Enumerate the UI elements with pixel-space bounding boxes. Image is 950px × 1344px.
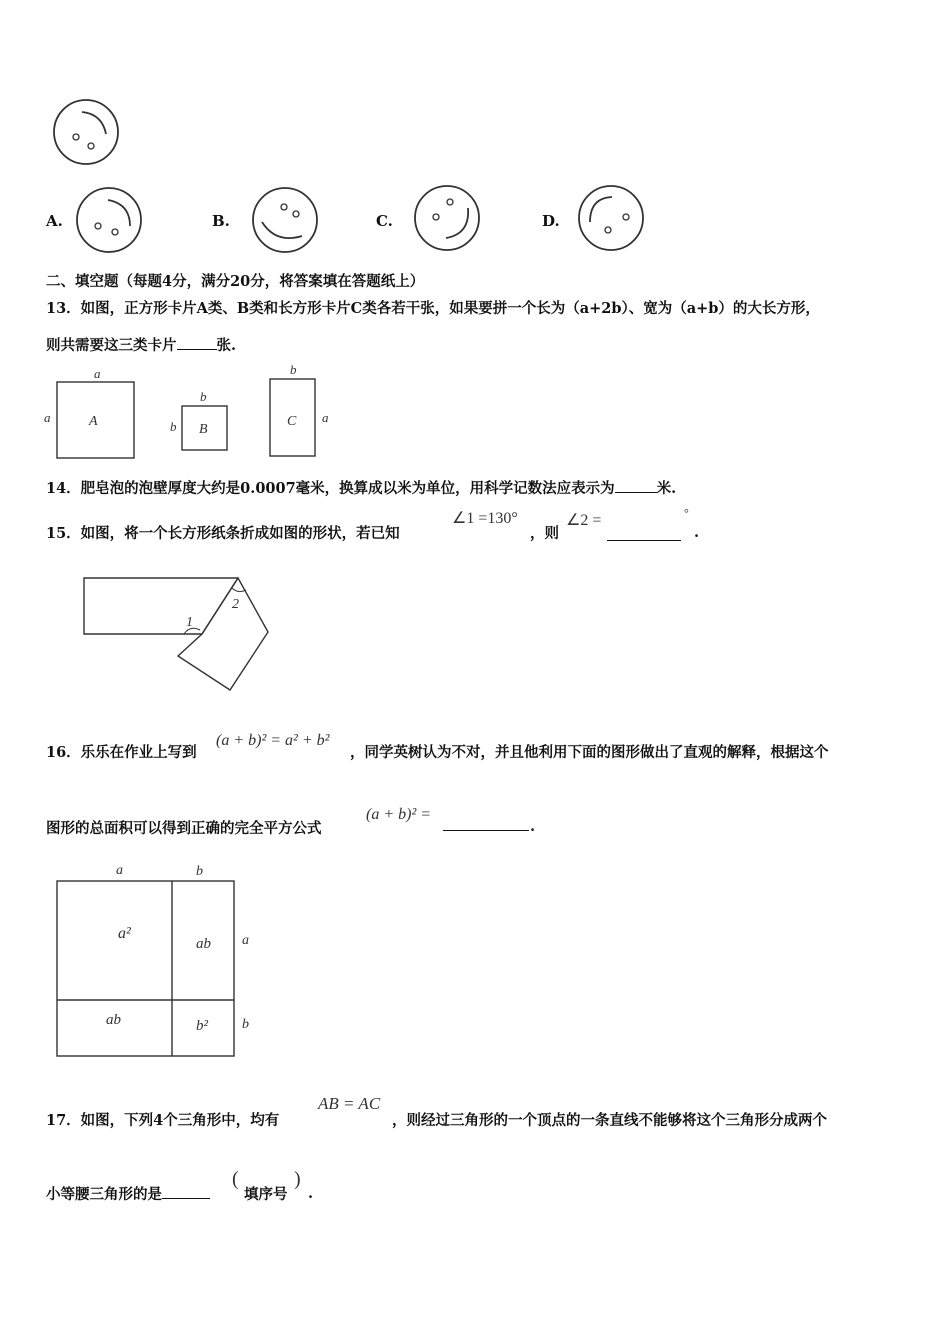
option-a-label: A.: [46, 212, 63, 230]
q13-line2-after: 张.: [216, 337, 237, 354]
q16-side-a-label: a: [242, 933, 249, 948]
q16-area-ab-right: ab: [196, 936, 211, 952]
q16-top-b-label: b: [196, 864, 203, 879]
q16-side-b-label: b: [242, 1017, 249, 1032]
face-option-b[interactable]: [250, 186, 320, 256]
card-c-top-label: b: [290, 364, 297, 377]
option-c-label: C.: [376, 212, 393, 230]
q15-degree: °: [684, 506, 689, 520]
face-option-c[interactable]: [412, 184, 482, 254]
option-d-label: D.: [542, 212, 560, 230]
q14-answer-blank[interactable]: [615, 492, 657, 493]
card-b-top-label: b: [200, 389, 207, 404]
q14-after: 米.: [656, 480, 677, 497]
q15-angle2: ∠2 =: [566, 512, 602, 529]
q16-square-figure: [40, 858, 270, 1062]
card-a-top-label: a: [94, 366, 101, 381]
q15-answer-blank[interactable]: [607, 526, 681, 541]
q16-area-ab-bottom: ab: [106, 1012, 121, 1028]
card-c-side-label: a: [322, 410, 329, 425]
q16-answer-blank[interactable]: [443, 814, 529, 831]
q15-folded-strip-figure: [80, 570, 280, 696]
q16-expr2: (a + b)² =: [366, 806, 432, 823]
q17-line2-after: .: [308, 1185, 314, 1202]
card-b-side-label: b: [170, 419, 177, 434]
q17-line2: [46, 1183, 210, 1204]
q17-answer-blank[interactable]: [162, 1198, 210, 1199]
card-c-name: C: [287, 414, 297, 429]
q14-before: 14．肥皂泡的泡壁厚度大约是0.0007毫米，换算成以米为单位，用科学记数法应表示为: [46, 480, 615, 497]
q15-mid: ，则: [530, 525, 559, 542]
q15-label-1: 1: [186, 615, 193, 630]
q13-text-line1: 13．如图，正方形卡片A类、B类和长方形卡片C类各若干张，如果要拼一个长为（a+2b）、宽为（a+b）的大长方形，: [46, 300, 820, 317]
q15-label-2: 2: [232, 597, 239, 612]
q16-line1-before: 16．乐乐在作业上写到: [46, 744, 197, 761]
q13-card-figure: [40, 364, 340, 464]
q16-area-b2: b²: [196, 1018, 208, 1034]
face-option-a[interactable]: [74, 186, 144, 256]
q17-line1-before: 17．如图，下列4个三角形中，均有: [46, 1112, 280, 1129]
q17-fill-hint: 填序号: [244, 1186, 288, 1203]
q13-answer-blank[interactable]: [177, 349, 217, 350]
q16-area-a2: a²: [118, 925, 131, 942]
q17-paren-close: ): [294, 1168, 301, 1190]
q13-line2-before: 则共需要这三类卡片: [46, 337, 177, 354]
q16-line2-before: 图形的总面积可以得到正确的完全平方公式: [46, 820, 322, 837]
card-a-name: A: [89, 414, 98, 429]
card-b-name: B: [199, 422, 208, 437]
q15-text: 15．如图，将一个长方形纸条折成如图的形状，若已知: [46, 525, 400, 542]
q17-line2-before: 小等腰三角形的是: [46, 1186, 162, 1203]
q16-top-a-label: a: [116, 863, 123, 878]
q16-line2-after: .: [530, 818, 536, 835]
card-a-side-label: a: [44, 410, 51, 425]
face-figure-stem: [52, 98, 122, 168]
q13-text-line2: [46, 334, 236, 355]
q17-paren-open: (: [232, 1168, 239, 1190]
q14-text: [46, 477, 676, 498]
q17-expr: AB = AC: [318, 1094, 381, 1113]
face-option-d[interactable]: [576, 184, 646, 254]
option-b-label: B.: [212, 212, 230, 230]
q16-line1-after: ，同学英树认为不对，并且他利用下面的图形做出了直观的解释，根据这个: [350, 744, 829, 761]
q15-angle1: ∠1 =130°: [452, 510, 518, 527]
q16-expr1: (a + b)² = a² + b²: [216, 732, 330, 749]
q15-end: .: [694, 524, 700, 541]
section-title: 二、填空题（每题4分，满分20分，将答案填在答题纸上）: [46, 273, 425, 290]
q17-line1-after: ，则经过三角形的一个顶点的一条直线不能够将这个三角形分成两个: [392, 1112, 827, 1129]
